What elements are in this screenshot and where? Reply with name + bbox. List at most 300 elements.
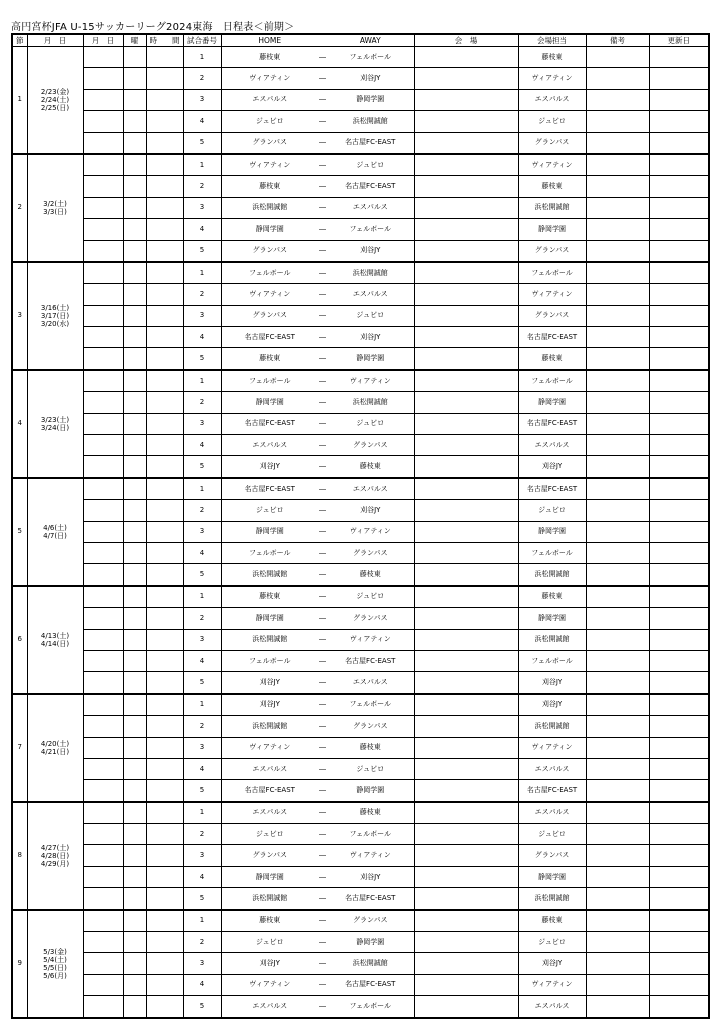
time-cell bbox=[146, 305, 183, 326]
section-dates bbox=[27, 478, 83, 586]
table-row bbox=[12, 370, 709, 392]
venue-host: 浜松開誠館 bbox=[518, 564, 586, 586]
updated-cell bbox=[649, 910, 709, 932]
venue-cell bbox=[414, 910, 518, 932]
vs-separator: ― bbox=[318, 370, 327, 392]
match-number: 5 bbox=[183, 888, 221, 910]
updated-cell bbox=[649, 89, 709, 110]
vs-separator: ― bbox=[318, 68, 327, 89]
home-team: フェルボール bbox=[221, 542, 318, 563]
notes-cell bbox=[586, 586, 649, 608]
away-team: 藤枝東 bbox=[327, 564, 414, 586]
weekday-cell bbox=[123, 996, 146, 1018]
date-cell bbox=[83, 176, 123, 197]
venue-cell bbox=[414, 132, 518, 154]
updated-cell bbox=[649, 932, 709, 953]
date-cell bbox=[83, 910, 123, 932]
date-cell bbox=[83, 737, 123, 758]
away-team: 静岡学園 bbox=[327, 348, 414, 370]
venue-cell bbox=[414, 262, 518, 284]
venue-cell bbox=[414, 737, 518, 758]
date-cell bbox=[83, 154, 123, 176]
time-cell bbox=[146, 564, 183, 586]
away-team: ジュビロ bbox=[327, 586, 414, 608]
weekday-cell bbox=[123, 758, 146, 779]
away-team: エスパルス bbox=[327, 197, 414, 218]
time-cell bbox=[146, 996, 183, 1018]
venue-cell bbox=[414, 758, 518, 779]
vs-separator: ― bbox=[318, 500, 327, 521]
away-team: フェルボール bbox=[327, 694, 414, 716]
venue-cell bbox=[414, 780, 518, 802]
away-team: グランパス bbox=[327, 716, 414, 737]
notes-cell bbox=[586, 500, 649, 521]
time-cell bbox=[146, 370, 183, 392]
venue-cell bbox=[414, 240, 518, 262]
vs-separator: ― bbox=[318, 327, 327, 348]
notes-cell bbox=[586, 608, 649, 629]
weekday-cell bbox=[123, 47, 146, 68]
time-cell bbox=[146, 953, 183, 974]
date-cell bbox=[83, 89, 123, 110]
table-row bbox=[12, 327, 709, 348]
away-team: グランパス bbox=[327, 435, 414, 456]
home-team: フェルボール bbox=[221, 262, 318, 284]
time-cell bbox=[146, 542, 183, 563]
section-number: 5 bbox=[12, 478, 27, 586]
updated-cell bbox=[649, 974, 709, 995]
updated-cell bbox=[649, 737, 709, 758]
date-cell bbox=[83, 262, 123, 284]
away-team: 刈谷JY bbox=[327, 500, 414, 521]
table-row bbox=[12, 780, 709, 802]
home-team: エスパルス bbox=[221, 996, 318, 1018]
table-row bbox=[12, 758, 709, 779]
weekday-cell bbox=[123, 197, 146, 218]
table-row bbox=[12, 219, 709, 240]
away-team: ヴィアティン bbox=[327, 370, 414, 392]
away-team: 名古屋FC-EAST bbox=[327, 176, 414, 197]
match-date: 4/6(土) bbox=[43, 523, 67, 532]
away-team: 刈谷JY bbox=[327, 866, 414, 887]
section-number: 9 bbox=[12, 910, 27, 1018]
updated-cell bbox=[649, 542, 709, 563]
table-row bbox=[12, 68, 709, 89]
notes-cell bbox=[586, 176, 649, 197]
table-row bbox=[12, 197, 709, 218]
home-team: グランパス bbox=[221, 132, 318, 154]
weekday-cell bbox=[123, 910, 146, 932]
venue-host: グランパス bbox=[518, 845, 586, 866]
section-dates bbox=[27, 47, 83, 154]
venue-host: エスパルス bbox=[518, 996, 586, 1018]
time-cell bbox=[146, 932, 183, 953]
venue-cell bbox=[414, 47, 518, 68]
vs-separator: ― bbox=[318, 89, 327, 110]
notes-cell bbox=[586, 672, 649, 694]
vs-separator: ― bbox=[318, 996, 327, 1018]
updated-cell bbox=[649, 327, 709, 348]
vs-separator: ― bbox=[318, 758, 327, 779]
match-date: 4/14(日) bbox=[40, 639, 70, 648]
table-row bbox=[12, 500, 709, 521]
home-team: 浜松開誠館 bbox=[221, 564, 318, 586]
date-cell bbox=[83, 716, 123, 737]
match-number: 2 bbox=[183, 608, 221, 629]
updated-cell bbox=[649, 608, 709, 629]
notes-cell bbox=[586, 694, 649, 716]
weekday-cell bbox=[123, 521, 146, 542]
table-row bbox=[12, 845, 709, 866]
match-number: 1 bbox=[183, 910, 221, 932]
date-cell bbox=[83, 348, 123, 370]
match-date: 4/21(日) bbox=[40, 747, 70, 756]
venue-cell bbox=[414, 413, 518, 434]
home-team: 刈谷JY bbox=[221, 672, 318, 694]
match-date: 3/20(水) bbox=[40, 319, 70, 328]
venue-host: 名古屋FC-EAST bbox=[518, 413, 586, 434]
date-cell bbox=[83, 629, 123, 650]
time-cell bbox=[146, 111, 183, 132]
date-cell bbox=[83, 672, 123, 694]
home-team: 浜松開誠館 bbox=[221, 888, 318, 910]
match-number: 4 bbox=[183, 650, 221, 671]
venue-cell bbox=[414, 89, 518, 110]
notes-cell bbox=[586, 240, 649, 262]
notes-cell bbox=[586, 996, 649, 1018]
vs-separator: ― bbox=[318, 456, 327, 478]
notes-cell bbox=[586, 197, 649, 218]
section-dates bbox=[27, 910, 83, 1018]
table-row bbox=[12, 716, 709, 737]
time-cell bbox=[146, 413, 183, 434]
section-dates bbox=[27, 802, 83, 910]
section-number: 6 bbox=[12, 586, 27, 694]
table-row bbox=[12, 996, 709, 1018]
vs-separator: ― bbox=[318, 974, 327, 995]
vs-separator: ― bbox=[318, 953, 327, 974]
match-number: 2 bbox=[183, 68, 221, 89]
section-dates bbox=[27, 154, 83, 262]
table-row bbox=[12, 435, 709, 456]
match-number: 4 bbox=[183, 542, 221, 563]
match-number: 5 bbox=[183, 240, 221, 262]
venue-host: 浜松開誠館 bbox=[518, 629, 586, 650]
table-row bbox=[12, 564, 709, 586]
time-cell bbox=[146, 694, 183, 716]
table-row bbox=[12, 888, 709, 910]
time-cell bbox=[146, 456, 183, 478]
home-team: ジュビロ bbox=[221, 824, 318, 845]
date-cell bbox=[83, 974, 123, 995]
notes-cell bbox=[586, 413, 649, 434]
updated-cell bbox=[649, 758, 709, 779]
header-notes: 備考 bbox=[586, 34, 649, 47]
table-row bbox=[12, 154, 709, 176]
table-row bbox=[12, 802, 709, 824]
away-team: 浜松開誠館 bbox=[327, 111, 414, 132]
home-team: 藤枝東 bbox=[221, 47, 318, 68]
updated-cell bbox=[649, 456, 709, 478]
time-cell bbox=[146, 845, 183, 866]
venue-host: 名古屋FC-EAST bbox=[518, 780, 586, 802]
weekday-cell bbox=[123, 672, 146, 694]
weekday-cell bbox=[123, 542, 146, 563]
date-cell bbox=[83, 586, 123, 608]
venue-host: 藤枝東 bbox=[518, 910, 586, 932]
venue-host: フェルボール bbox=[518, 650, 586, 671]
away-team: 刈谷JY bbox=[327, 327, 414, 348]
table-row bbox=[12, 392, 709, 413]
notes-cell bbox=[586, 327, 649, 348]
away-team: ジュビロ bbox=[327, 305, 414, 326]
time-cell bbox=[146, 500, 183, 521]
match-date: 4/29(月) bbox=[40, 859, 70, 868]
away-team: 静岡学園 bbox=[327, 932, 414, 953]
weekday-cell bbox=[123, 370, 146, 392]
updated-cell bbox=[649, 392, 709, 413]
notes-cell bbox=[586, 111, 649, 132]
vs-separator: ― bbox=[318, 154, 327, 176]
away-team: 藤枝東 bbox=[327, 737, 414, 758]
date-cell bbox=[83, 456, 123, 478]
match-number: 5 bbox=[183, 780, 221, 802]
venue-host: 刈谷JY bbox=[518, 672, 586, 694]
weekday-cell bbox=[123, 564, 146, 586]
time-cell bbox=[146, 327, 183, 348]
vs-separator: ― bbox=[318, 694, 327, 716]
date-cell bbox=[83, 240, 123, 262]
vs-separator: ― bbox=[318, 824, 327, 845]
date-cell bbox=[83, 650, 123, 671]
venue-host: フェルボール bbox=[518, 542, 586, 563]
table-row bbox=[12, 650, 709, 671]
weekday-cell bbox=[123, 219, 146, 240]
date-cell bbox=[83, 542, 123, 563]
time-cell bbox=[146, 758, 183, 779]
notes-cell bbox=[586, 47, 649, 68]
header-home: HOME bbox=[221, 34, 318, 47]
venue-host: グランパス bbox=[518, 305, 586, 326]
venue-cell bbox=[414, 542, 518, 563]
weekday-cell bbox=[123, 176, 146, 197]
section-number: 2 bbox=[12, 154, 27, 262]
away-team: 藤枝東 bbox=[327, 802, 414, 824]
match-number: 2 bbox=[183, 392, 221, 413]
home-team: 静岡学園 bbox=[221, 521, 318, 542]
time-cell bbox=[146, 262, 183, 284]
vs-separator: ― bbox=[318, 392, 327, 413]
header-date: 月 日 bbox=[27, 34, 83, 47]
notes-cell bbox=[586, 392, 649, 413]
updated-cell bbox=[649, 413, 709, 434]
table-row bbox=[12, 694, 709, 716]
venue-cell bbox=[414, 974, 518, 995]
time-cell bbox=[146, 392, 183, 413]
table-row bbox=[12, 866, 709, 887]
notes-cell bbox=[586, 758, 649, 779]
header-updated: 更新日 bbox=[649, 34, 709, 47]
venue-cell bbox=[414, 629, 518, 650]
vs-separator: ― bbox=[318, 564, 327, 586]
venue-cell bbox=[414, 111, 518, 132]
updated-cell bbox=[649, 672, 709, 694]
match-number: 5 bbox=[183, 996, 221, 1018]
notes-cell bbox=[586, 219, 649, 240]
notes-cell bbox=[586, 435, 649, 456]
notes-cell bbox=[586, 888, 649, 910]
venue-cell bbox=[414, 370, 518, 392]
home-team: 浜松開誠館 bbox=[221, 716, 318, 737]
time-cell bbox=[146, 650, 183, 671]
match-date: 4/13(土) bbox=[40, 631, 70, 640]
updated-cell bbox=[649, 197, 709, 218]
table-row bbox=[12, 176, 709, 197]
away-team: エスパルス bbox=[327, 672, 414, 694]
home-team: グランパス bbox=[221, 240, 318, 262]
notes-cell bbox=[586, 910, 649, 932]
match-number: 3 bbox=[183, 737, 221, 758]
match-number: 2 bbox=[183, 824, 221, 845]
match-number: 1 bbox=[183, 154, 221, 176]
table-row bbox=[12, 910, 709, 932]
away-team: ヴィアティン bbox=[327, 845, 414, 866]
date-cell bbox=[83, 370, 123, 392]
vs-separator: ― bbox=[318, 866, 327, 887]
away-team: エスパルス bbox=[327, 284, 414, 305]
time-cell bbox=[146, 737, 183, 758]
venue-host: ジュビロ bbox=[518, 824, 586, 845]
home-team: ヴィアティン bbox=[221, 154, 318, 176]
match-number: 2 bbox=[183, 716, 221, 737]
weekday-cell bbox=[123, 456, 146, 478]
match-number: 2 bbox=[183, 500, 221, 521]
weekday-cell bbox=[123, 240, 146, 262]
weekday-cell bbox=[123, 824, 146, 845]
updated-cell bbox=[649, 132, 709, 154]
vs-separator: ― bbox=[318, 586, 327, 608]
home-team: 静岡学園 bbox=[221, 866, 318, 887]
updated-cell bbox=[649, 866, 709, 887]
match-number: 5 bbox=[183, 348, 221, 370]
match-date: 5/4(土) bbox=[43, 955, 67, 964]
away-team: ヴィアティン bbox=[327, 629, 414, 650]
away-team: 浜松開誠館 bbox=[327, 262, 414, 284]
venue-cell bbox=[414, 219, 518, 240]
weekday-cell bbox=[123, 348, 146, 370]
updated-cell bbox=[649, 262, 709, 284]
match-number: 1 bbox=[183, 262, 221, 284]
notes-cell bbox=[586, 456, 649, 478]
time-cell bbox=[146, 348, 183, 370]
header-time: 時 間 bbox=[146, 34, 183, 47]
home-team: 浜松開誠館 bbox=[221, 629, 318, 650]
time-cell bbox=[146, 197, 183, 218]
venue-host: 刈谷JY bbox=[518, 456, 586, 478]
away-team: エスパルス bbox=[327, 478, 414, 500]
date-cell bbox=[83, 435, 123, 456]
venue-cell bbox=[414, 996, 518, 1018]
date-cell bbox=[83, 802, 123, 824]
away-team: グランパス bbox=[327, 542, 414, 563]
venue-cell bbox=[414, 456, 518, 478]
vs-separator: ― bbox=[318, 608, 327, 629]
match-number: 3 bbox=[183, 305, 221, 326]
match-date: 2/25(日) bbox=[40, 104, 70, 112]
venue-cell bbox=[414, 932, 518, 953]
home-team: ヴィアティン bbox=[221, 68, 318, 89]
match-number: 3 bbox=[183, 197, 221, 218]
match-number: 5 bbox=[183, 456, 221, 478]
notes-cell bbox=[586, 89, 649, 110]
weekday-cell bbox=[123, 478, 146, 500]
date-cell bbox=[83, 478, 123, 500]
time-cell bbox=[146, 866, 183, 887]
venue-host: エスパルス bbox=[518, 89, 586, 110]
venue-host: グランパス bbox=[518, 132, 586, 154]
venue-host: ジュビロ bbox=[518, 500, 586, 521]
venue-host: 藤枝東 bbox=[518, 586, 586, 608]
venue-cell bbox=[414, 348, 518, 370]
table-row bbox=[12, 521, 709, 542]
weekday-cell bbox=[123, 305, 146, 326]
table-row bbox=[12, 348, 709, 370]
venue-host: ジュビロ bbox=[518, 111, 586, 132]
away-team: 浜松開誠館 bbox=[327, 953, 414, 974]
away-team: フェルボール bbox=[327, 47, 414, 68]
vs-separator: ― bbox=[318, 284, 327, 305]
updated-cell bbox=[649, 650, 709, 671]
venue-host: ヴィアティン bbox=[518, 737, 586, 758]
venue-cell bbox=[414, 716, 518, 737]
notes-cell bbox=[586, 348, 649, 370]
date-cell bbox=[83, 327, 123, 348]
time-cell bbox=[146, 716, 183, 737]
vs-separator: ― bbox=[318, 780, 327, 802]
date-cell bbox=[83, 284, 123, 305]
notes-cell bbox=[586, 564, 649, 586]
venue-host: 浜松開誠館 bbox=[518, 888, 586, 910]
section-dates bbox=[27, 586, 83, 694]
home-team: エスパルス bbox=[221, 758, 318, 779]
time-cell bbox=[146, 219, 183, 240]
date-cell bbox=[83, 197, 123, 218]
updated-cell bbox=[649, 284, 709, 305]
away-team: 刈谷JY bbox=[327, 68, 414, 89]
notes-cell bbox=[586, 974, 649, 995]
section-number: 1 bbox=[12, 47, 27, 154]
away-team: 刈谷JY bbox=[327, 240, 414, 262]
table-row bbox=[12, 932, 709, 953]
schedule-body bbox=[12, 47, 709, 1018]
home-team: ジュビロ bbox=[221, 111, 318, 132]
home-team: 静岡学園 bbox=[221, 219, 318, 240]
venue-cell bbox=[414, 68, 518, 89]
weekday-cell bbox=[123, 845, 146, 866]
venue-host: フェルボール bbox=[518, 262, 586, 284]
weekday-cell bbox=[123, 629, 146, 650]
updated-cell bbox=[649, 802, 709, 824]
match-date: 3/17(日) bbox=[40, 311, 70, 320]
home-team: 名古屋FC-EAST bbox=[221, 478, 318, 500]
time-cell bbox=[146, 888, 183, 910]
time-cell bbox=[146, 802, 183, 824]
weekday-cell bbox=[123, 802, 146, 824]
date-cell bbox=[83, 413, 123, 434]
time-cell bbox=[146, 68, 183, 89]
home-team: グランパス bbox=[221, 305, 318, 326]
notes-cell bbox=[586, 154, 649, 176]
